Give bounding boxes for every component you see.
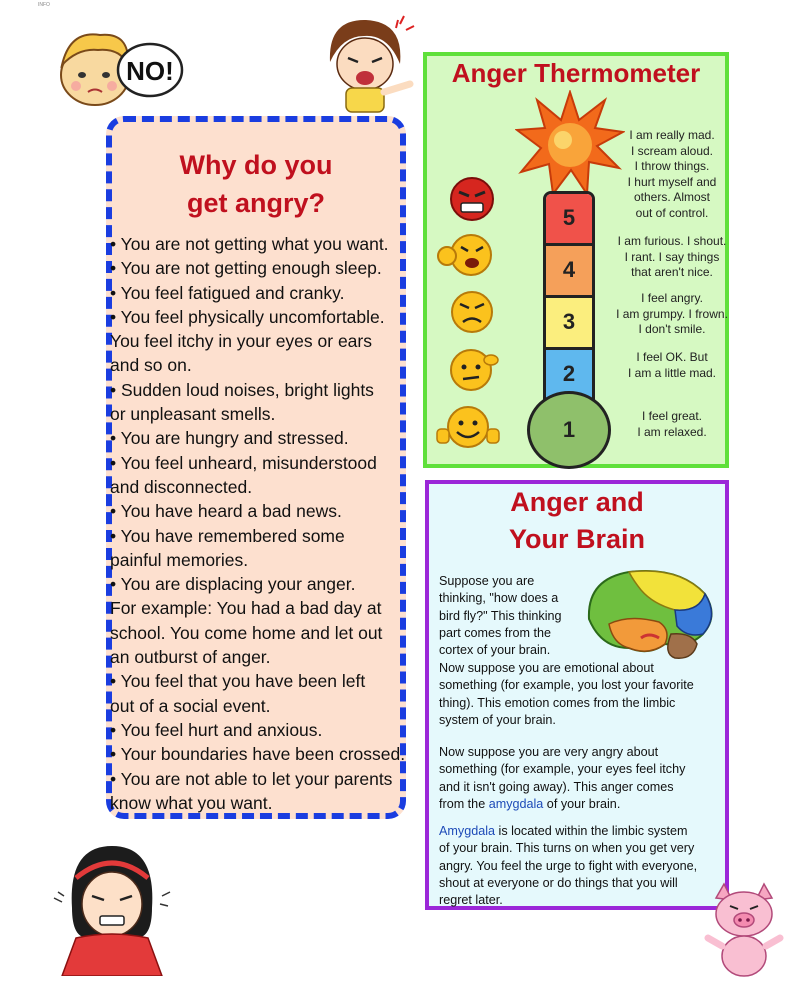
reason-item: • You are displacing your anger. — [110, 574, 356, 595]
level-4-number: 4 — [562, 257, 576, 282]
level-4-segment — [546, 246, 592, 298]
brain-paragraph-limbic — [439, 660, 729, 729]
reason-item-continued: painful memories. — [110, 549, 249, 570]
level-1-bulb — [527, 391, 611, 469]
level-4-description — [613, 234, 731, 281]
amygdala-link[interactable]: amygdala — [488, 796, 544, 811]
level-2-number: 2 — [562, 361, 576, 386]
angry-face-icon — [449, 289, 495, 335]
brain-paragraph-cortex — [439, 573, 579, 659]
brain-title — [429, 484, 725, 558]
level-description-line: I am furious. I shout. — [617, 234, 727, 248]
brain-text-line: Suppose you are — [439, 574, 535, 588]
why-angry-title-line2: get angry? — [186, 188, 326, 218]
reason-item: • You are not getting what you want. — [110, 234, 389, 254]
level-description-line: that aren't nice. — [631, 265, 713, 279]
reason-item-continued: For example: You had a bad day at — [110, 598, 382, 619]
level-description-line: I throw things. — [634, 159, 710, 173]
brain-text-line: system of your brain. — [439, 712, 556, 727]
brain-text-line: and it isn't going away). This anger comes — [439, 779, 674, 794]
reason-item-continued: know what you want. — [110, 792, 273, 813]
furious-face-icon — [449, 176, 495, 222]
level-1-description — [613, 409, 731, 440]
why-angry-title-line1: Why do you — [179, 150, 333, 180]
brain-title-line1: Anger and — [510, 487, 644, 517]
p4-first-post: is located within the limbic system — [495, 824, 688, 838]
brain-title-line2: Your Brain — [508, 524, 645, 554]
level-description-line: I scream aloud. — [630, 143, 714, 158]
level-1-number: 1 — [562, 417, 576, 442]
anger-thermometer-panel — [423, 52, 729, 468]
reason-item-continued: You feel itchy in your eyes or ears — [110, 331, 372, 352]
level-description-line: I don't smile. — [638, 322, 706, 336]
brain-text-line: something (for example, you lost your favorite — [439, 678, 694, 693]
no-bubble-text: NO! — [126, 56, 174, 86]
level-description-line: I am really mad. — [629, 128, 715, 142]
reason-item: • You have remembered some — [110, 525, 345, 546]
p3-last-post: of your brain. — [543, 796, 621, 811]
reason-item: • Sudden loud noises, bright lights — [110, 379, 374, 400]
explosion-icon — [515, 90, 625, 200]
screaming-girl-illustration — [318, 14, 418, 114]
brain-text-line: shout at everyone or do things that you will — [439, 875, 678, 890]
brain-text-line: something (for example, your eyes feel itchy — [439, 762, 686, 777]
brain-paragraph-amygdala-location — [439, 823, 729, 909]
reason-item: • You feel fatigued and cranky. — [110, 282, 345, 303]
brain-text-line: bird fly?" This thinking — [439, 608, 562, 623]
angry-pig-illustration — [702, 880, 786, 978]
reason-item: • You are not getting enough sleep. — [110, 258, 382, 279]
reason-item-continued: school. You come home and let out — [110, 622, 383, 643]
brain-text-line: of your brain. This turns on when you get very — [439, 841, 695, 856]
reason-item: • You have heard a bad news. — [110, 501, 342, 522]
reason-item: • You feel that you have been left — [110, 671, 366, 692]
reason-item: • You feel unheard, misunderstood — [110, 452, 377, 473]
thermometer-title: Anger Thermometer — [451, 58, 701, 88]
corner-code: INFO — [38, 2, 50, 8]
reason-item: • You are hungry and stressed. — [110, 428, 349, 449]
reason-item-continued: an outburst of anger. — [110, 647, 271, 668]
reason-item: • You are not able to let your parents — [110, 768, 393, 789]
brain-text-line: cortex of your brain. — [439, 643, 551, 658]
amygdala-link-2[interactable]: Amygdala — [439, 824, 496, 838]
level-description-line: I rant. I say things — [624, 249, 720, 264]
upset-girl-illustration — [52, 838, 172, 976]
reason-item: • You feel hurt and anxious. — [110, 719, 323, 740]
brain-paragraph-amygdala-anger — [439, 744, 729, 813]
reason-item: • Your boundaries have been crossed. — [110, 744, 406, 765]
level-description-line: I feel OK. But — [636, 350, 708, 364]
why-angry-title — [112, 146, 400, 222]
level-3-segment — [546, 298, 592, 350]
mildly-mad-face-icon — [449, 346, 499, 392]
reason-item-continued: out of a social event. — [110, 695, 271, 716]
level-5-number: 5 — [562, 205, 576, 230]
reason-item-continued: and so on. — [110, 355, 192, 376]
brain-text-line: thinking, "how does a — [439, 591, 559, 606]
level-description-line: I am relaxed. — [637, 424, 707, 439]
reason-item: • You feel physically uncomfortable. — [110, 306, 385, 327]
level-description-line: out of control. — [635, 205, 709, 220]
brain-text-line: thing). This emotion comes from the limbic — [439, 695, 676, 710]
level-description-line: I feel great. — [641, 409, 703, 423]
brain-text-line: angry. You feel the urge to fight with everyone, — [439, 858, 698, 873]
reason-item-continued: or unpleasant smells. — [110, 404, 276, 425]
girl-no-illustration — [50, 20, 190, 110]
reasons-list — [110, 232, 410, 815]
level-5-segment — [546, 194, 592, 246]
brain-text-line: Now suppose you are emotional about — [439, 661, 654, 675]
level-5-description — [613, 128, 731, 221]
brain-text-line: regret later. — [439, 893, 503, 908]
level-description-line: I hurt myself and — [627, 174, 717, 189]
level-description-line: I am grumpy. I frown. — [616, 306, 728, 321]
shouting-face-icon — [435, 232, 497, 278]
p4-first-line — [439, 823, 729, 840]
happy-thumbs-up-face-icon — [435, 403, 501, 451]
level-3-number: 3 — [562, 309, 576, 334]
level-description-line: others. Almost — [633, 190, 711, 204]
brain-illustration — [579, 564, 719, 664]
level-description-line: I feel angry. — [641, 291, 703, 305]
level-description-line: I am a little mad. — [627, 365, 717, 380]
p3-last-line — [439, 796, 729, 813]
brain-text-line: Now suppose you are very angry about — [439, 745, 659, 759]
reason-item-continued: and disconnected. — [110, 476, 253, 497]
level-2-description — [613, 350, 731, 381]
p3-last-pre: from the — [439, 796, 489, 811]
anger-brain-panel — [425, 480, 729, 910]
brain-text-line: part comes from the — [439, 625, 551, 640]
level-3-description — [613, 291, 731, 338]
